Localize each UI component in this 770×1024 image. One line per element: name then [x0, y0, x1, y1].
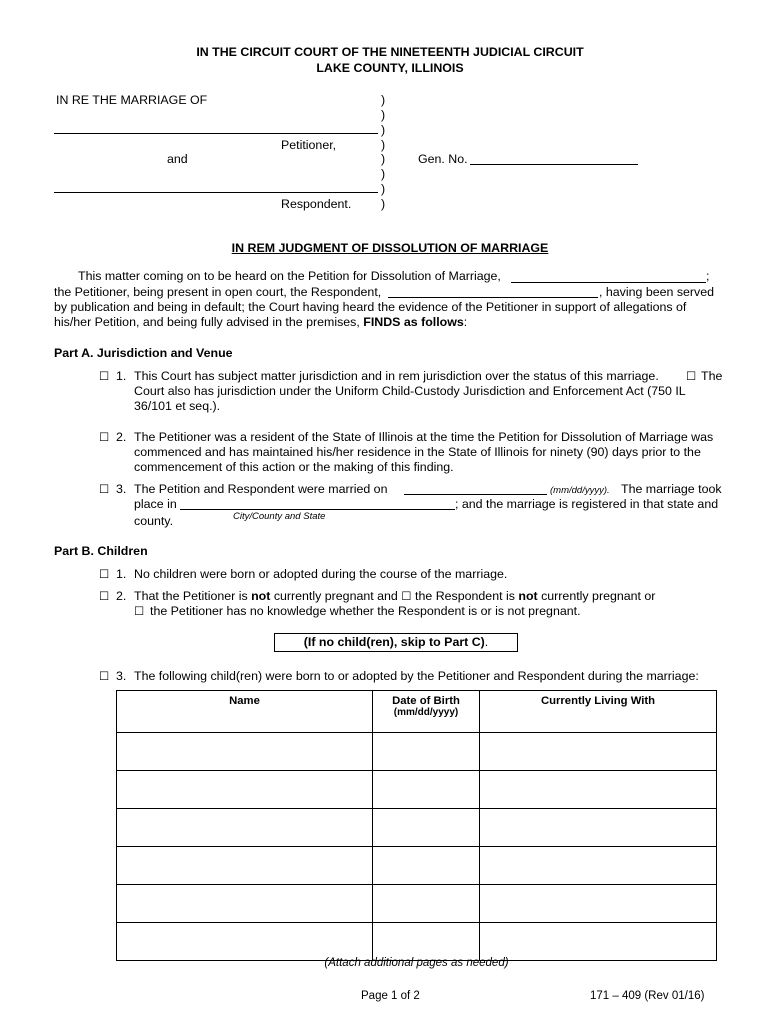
child-dob-cell[interactable]	[373, 923, 480, 961]
child-living-cell[interactable]	[480, 809, 717, 847]
no-knowledge-checkbox[interactable]: ☐	[134, 604, 145, 618]
column-header-dob: Date of Birth (mm/dd/yyyy)	[373, 691, 480, 733]
part-a-item3-text: The Petition and Respondent were married on	[134, 482, 388, 496]
part-a-item1-checkbox[interactable]: ☐	[99, 369, 110, 383]
part-a-item1-uccjea-checkbox[interactable]: ☐	[686, 369, 697, 383]
child-name-cell[interactable]	[117, 923, 373, 961]
part-a-heading: Part A. Jurisdiction and Venue	[54, 346, 233, 360]
part-b-heading: Part B. Children	[54, 544, 148, 558]
place-hint: City/County and State	[233, 511, 326, 522]
in-re-label: IN RE THE MARRIAGE OF	[56, 93, 208, 107]
children-table	[116, 690, 717, 961]
child-name-cell[interactable]	[117, 809, 373, 847]
date-format-hint: (mm/dd/yyyy).	[550, 485, 610, 496]
part-b-item3-checkbox[interactable]: ☐	[99, 669, 110, 683]
intro-line2: the Petitioner, being present in open court, the Respondent,	[54, 285, 382, 299]
table-row	[117, 923, 717, 961]
part-a-item2-checkbox[interactable]: ☐	[99, 430, 110, 444]
intro-line1: This matter coming on to be heard on the Petition for Dissolution of Marriage,	[78, 269, 501, 283]
court-name: IN THE CIRCUIT COURT OF THE NINETEENTH JUDICIAL CIRCUIT	[196, 45, 584, 59]
part-a-item1-text: This Court has subject matter jurisdiction and in rem jurisdiction over the status of this marriage.	[134, 369, 659, 383]
respondent-line[interactable]	[388, 297, 598, 298]
table-row	[117, 885, 717, 923]
child-name-cell[interactable]	[117, 885, 373, 923]
skip-note-box: (If no child(ren), skip to Part C).	[274, 633, 518, 652]
child-name-cell[interactable]	[117, 847, 373, 885]
petitioner-name-line[interactable]	[54, 133, 378, 134]
child-living-cell[interactable]	[480, 923, 717, 961]
part-b-item1-text: No children were born or adopted during the course of the marriage.	[134, 567, 508, 581]
form-number: 171 – 409 (Rev 01/16)	[590, 990, 705, 1002]
child-dob-cell[interactable]	[373, 847, 480, 885]
column-header-name: Name	[117, 691, 373, 733]
gen-no-label: Gen. No.	[418, 152, 468, 166]
table-row	[117, 733, 717, 771]
child-dob-cell[interactable]	[373, 809, 480, 847]
petitioner-label: Petitioner,	[281, 138, 337, 152]
petition-date-line[interactable]	[511, 282, 706, 283]
gen-no-line[interactable]	[470, 164, 638, 165]
child-dob-cell[interactable]	[373, 771, 480, 809]
part-b-item2-checkbox[interactable]: ☐	[99, 589, 110, 603]
part-b-item2-text: That the Petitioner is not currently pregnant and ☐ the Respondent is not currently pregnant or	[134, 589, 656, 603]
column-header-living-with: Currently Living With	[480, 691, 717, 733]
table-row	[117, 809, 717, 847]
county-name: LAKE COUNTY, ILLINOIS	[316, 61, 464, 75]
page-number: Page 1 of 2	[361, 990, 420, 1002]
marriage-place-line[interactable]	[180, 509, 455, 510]
child-name-cell[interactable]	[117, 771, 373, 809]
child-dob-cell[interactable]	[373, 885, 480, 923]
child-dob-cell[interactable]	[373, 733, 480, 771]
part-b-item3-text: The following child(ren) were born to or adopted by the Petitioner and Respondent during the marriage:	[134, 669, 699, 683]
child-living-cell[interactable]	[480, 885, 717, 923]
marriage-date-line[interactable]	[404, 494, 547, 495]
table-row	[117, 847, 717, 885]
part-a-item2-text: The Petitioner was a resident of the State of Illinois at the time the Petition for Dissolution of Marriage was	[134, 430, 714, 444]
table-row	[117, 771, 717, 809]
attach-pages-note: (Attach additional pages as needed)	[324, 957, 509, 969]
and-label: and	[167, 152, 188, 166]
respondent-pregnant-checkbox[interactable]: ☐	[401, 589, 412, 603]
child-living-cell[interactable]	[480, 771, 717, 809]
intro-line4: his/her Petition, and being fully advised in the premises, FINDS as follows:	[54, 315, 468, 329]
respondent-label: Respondent.	[281, 197, 352, 211]
respondent-name-line[interactable]	[54, 192, 378, 193]
part-b-item1-checkbox[interactable]: ☐	[99, 567, 110, 581]
child-living-cell[interactable]	[480, 733, 717, 771]
document-title: IN REM JUDGMENT OF DISSOLUTION OF MARRIAGE	[231, 241, 549, 255]
child-living-cell[interactable]	[480, 847, 717, 885]
intro-line3: by publication and being in default; the Court having heard the evidence of the Petitioner in support of allegations of	[54, 300, 687, 314]
part-a-item3-checkbox[interactable]: ☐	[99, 482, 110, 496]
child-name-cell[interactable]	[117, 733, 373, 771]
